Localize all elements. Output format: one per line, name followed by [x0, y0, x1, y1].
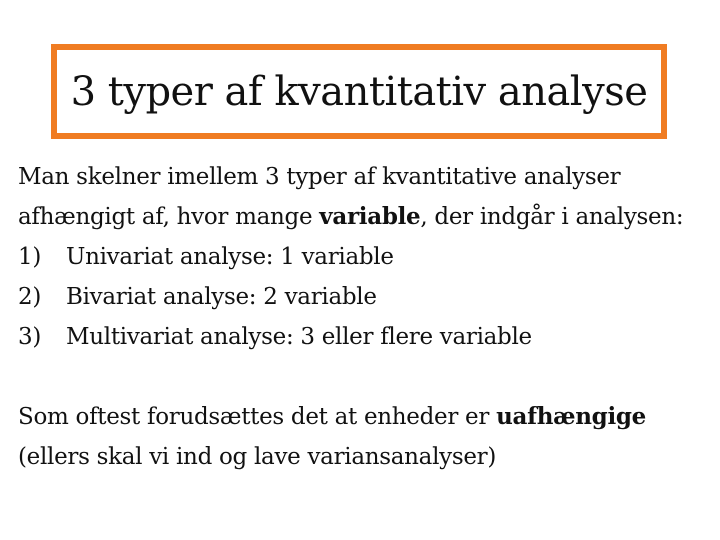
intro-text-2: , der indgår i analysen: [420, 204, 684, 230]
intro-text-1: Man skelner imellem 3 typer af kvantitative analyser afhængigt af, hvor mange [18, 164, 621, 230]
analysis-type-list [18, 237, 708, 357]
note-paragraph [18, 397, 708, 477]
slide-title: 3 typer af kvantitativ analyse [70, 68, 648, 115]
list-number: 3) [18, 324, 42, 350]
list-item-univariat [18, 237, 708, 277]
list-item-text: Univariat analyse: 1 variable [66, 244, 394, 270]
title-box [51, 44, 667, 139]
list-number: 2) [18, 284, 42, 310]
note-bold-uafhaengige: uafhængige [496, 403, 647, 430]
list-number: 1) [18, 244, 42, 270]
list-item-multivariat [18, 317, 708, 357]
list-item-text: Bivariat analyse: 2 variable [66, 284, 377, 310]
note-text-1: Som oftest forudsættes det at enheder er [18, 404, 497, 430]
note-text-2: (ellers skal vi ind og lave variansanalyser) [18, 444, 497, 470]
list-item-bivariat [18, 277, 708, 317]
intro-paragraph [18, 157, 708, 237]
slide-content [18, 157, 708, 477]
intro-bold-variable: variable [319, 203, 421, 230]
list-item-text: Multivariat analyse: 3 eller flere variable [66, 324, 532, 350]
